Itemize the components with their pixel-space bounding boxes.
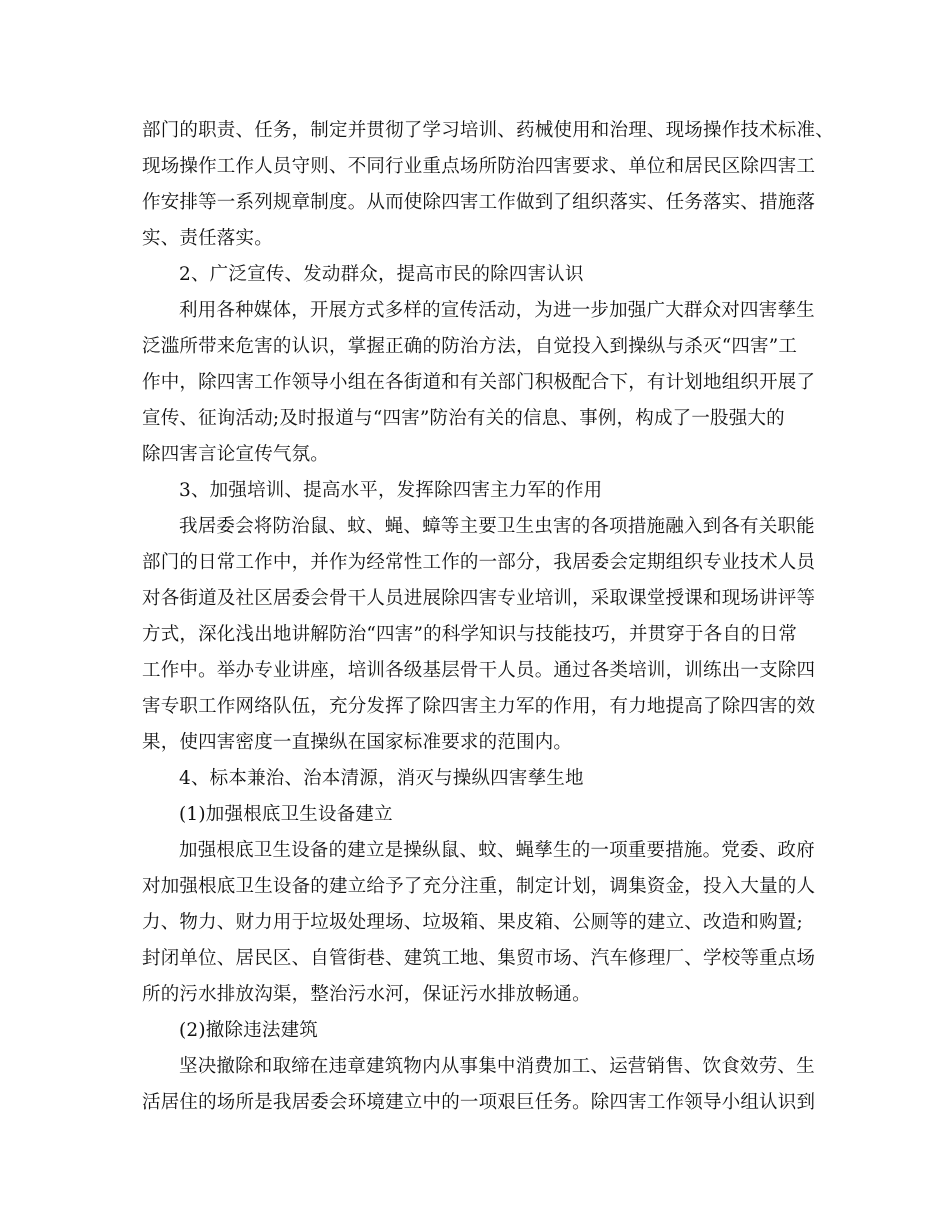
- text-line: 作中，除四害工作领导小组在各街道和有关部门积极配合下，有计划地组织开展了: [142, 372, 816, 393]
- text-line: 利用各种媒体，开展方式多样的宣传活动，为进一步加强广大群众对四害孳生: [179, 300, 815, 321]
- text-line: 力、物力、财力用于垃圾处理场、垃圾箱、果皮箱、公厕等的建立、改造和购置;: [142, 912, 803, 933]
- text-line: 部门的日常工作中，并作为经常性工作的一部分，我居委会定期组织专业技术人员: [142, 552, 816, 573]
- text-line: 方式，深化浅出地讲解防治“四害”的科学知识与技能技巧，并贯穿于各自的日常: [142, 624, 798, 645]
- text-line: 对加强根底卫生设备的建立给予了充分注重，制定计划，调集资金，投入大量的人: [142, 876, 816, 897]
- text-line: 加强根底卫生设备的建立是操纵鼠、蚊、蝇孳生的一项重要措施。党委、政府: [179, 840, 815, 861]
- text-line: 坚决撤除和取缔在违章建筑物内从事集中消费加工、运营销售、饮食效劳、生: [179, 1056, 815, 1077]
- text-line: 果，使四害密度一直操纵在国家标准要求的范围内。: [142, 732, 573, 753]
- text-line: 工作中。举办专业讲座，培训各级基层骨干人员。通过各类培训，训练出一支除四: [142, 660, 816, 681]
- text-line: 我居委会将防治鼠、蚊、蝇、蟑等主要卫生虫害的各项措施融入到各有关职能: [179, 516, 815, 537]
- text-line: 4、标本兼治、治本清源，消灭与操纵四害孳生地: [179, 768, 584, 789]
- text-line: 现场操作工作人员守则、不同行业重点场所防治四害要求、单位和居民区除四害工: [142, 156, 816, 177]
- text-line: 害专职工作网络队伍，充分发挥了除四害主力军的作用，有力地提高了除四害的效: [142, 696, 816, 717]
- text-line: 实、责任落实。: [142, 228, 273, 249]
- text-line: 活居住的场所是我居委会环境建立中的一项艰巨任务。除四害工作领导小组认识到: [142, 1092, 816, 1113]
- text-line: 封闭单位、居民区、自管街巷、建筑工地、集贸市场、汽车修理厂、学校等重点场: [142, 948, 816, 969]
- text-line: 宣传、征询活动;及时报道与“四害”防治有关的信息、事例，构成了一股强大的: [142, 408, 785, 429]
- text-line: 3、加强培训、提高水平，发挥除四害主力军的作用: [179, 480, 603, 501]
- text-line: 除四害言论宣传气氛。: [142, 444, 330, 465]
- text-line: (2)撤除违法建筑: [179, 1020, 319, 1041]
- text-line: 2、广泛宣传、发动群众，提高市民的除四害认识: [179, 264, 584, 285]
- text-line: (1)加强根底卫生设备建立: [179, 804, 393, 825]
- document-body: [142, 113, 832, 1121]
- text-line: 对各街道及社区居委会骨干人员进展除四害专业培训，采取课堂授课和现场讲评等: [142, 588, 816, 609]
- text-line: 作安排等一系列规章制度。从而使除四害工作做到了组织落实、任务落实、措施落: [142, 192, 816, 213]
- text-line: 部门的职责、任务，制定并贯彻了学习培训、药械使用和治理、现场操作技术标准、: [142, 120, 834, 141]
- text-line: 所的污水排放沟渠，整治污水河，保证污水排放畅通。: [142, 984, 591, 1005]
- text-line: 泛滥所带来危害的认识，掌握正确的防治方法，自觉投入到操纵与杀灭“四害”工: [142, 336, 798, 357]
